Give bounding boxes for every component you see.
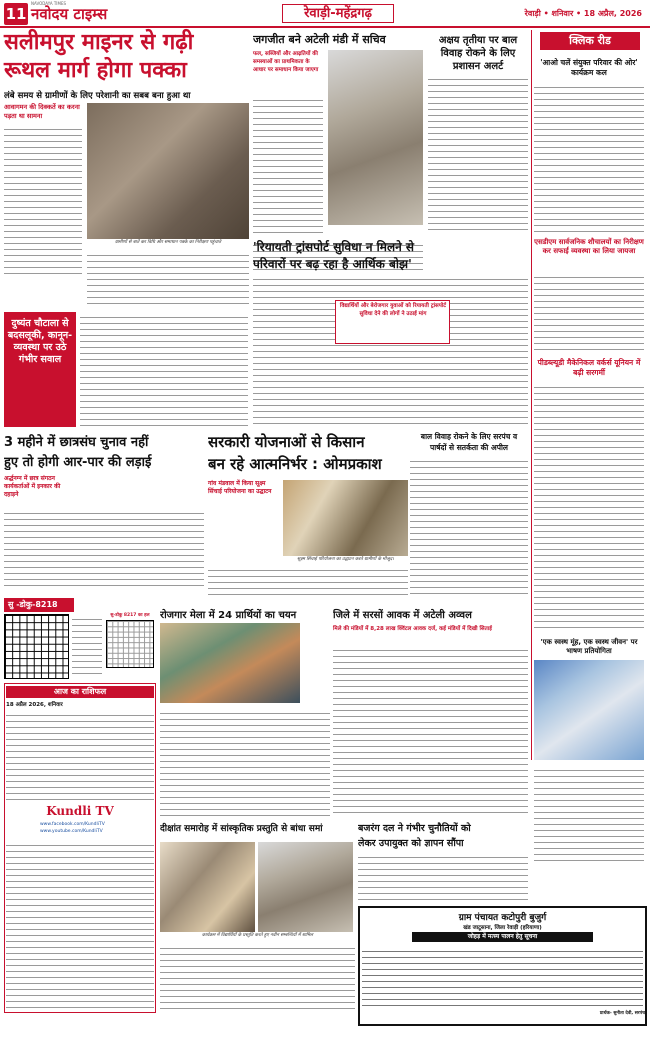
- click-read-item3-title: पीडब्ल्यूडी मैकेनिकल वर्कर्स यूनियन में बढ़ी सरगर्मी: [537, 358, 641, 377]
- rojgar-headline: रोजगार मेला में 24 प्रार्थियों का चयन: [160, 610, 297, 621]
- akshaya-body: [428, 74, 528, 234]
- transport-headline-1: 'रियायती ट्रांसपोर्ट सुविधा न मिलने से: [253, 240, 415, 254]
- click-read-label: क्लिक रीड: [540, 32, 640, 50]
- rashifal-link1[interactable]: www.facebook.com/KundliTV: [40, 822, 105, 827]
- rashifal-brand: Kundli TV: [46, 804, 114, 818]
- lead-body-cols: [87, 250, 249, 305]
- rashifal-body-top: [6, 710, 154, 800]
- mandi-body: [253, 95, 323, 235]
- bajrang-body: [358, 852, 528, 902]
- rashifal-body-bottom: [6, 840, 154, 1010]
- click-read-item3-body: [534, 382, 644, 632]
- sarkari-kicker: गांव मंडवाल में किया सूक्ष्म सिंचाई परियोजना का उद्घाटन: [208, 480, 272, 495]
- sudoku-solution-grid: [106, 620, 154, 668]
- dikshant-photo-1: [160, 842, 255, 932]
- dikshant-headline: दीक्षांत समारोह में सांस्कृतिक प्रस्तुति से बांधा समां: [160, 824, 323, 834]
- click-read-item1-title: 'आओ चलें संयुक्त परिवार की ओर' कार्यक्रम कल: [540, 58, 638, 77]
- transport-body: [253, 274, 528, 426]
- notice-body: [362, 946, 643, 1006]
- lead-photo: [87, 103, 249, 239]
- chhatrasangh-headline-1: 3 महीने में छात्रसंघ चुनाव नहीं: [4, 435, 149, 450]
- transport-pullquote: विद्यार्थियों और बेरोजगार युवाओं को रियायती ट्रांसपोर्ट सुविधा देने की लोगों ने उठाई मांग: [339, 303, 447, 317]
- brand-logo: नवोदय टाइम्स: [31, 5, 108, 23]
- rojgar-body: [160, 708, 330, 816]
- rashifal-title: आज का राशिफल: [6, 686, 154, 698]
- dateline: रेवाड़ी • शनिवार • 18 अप्रैल, 2026: [524, 9, 642, 18]
- notice-subtitle: खंड जाटूसाना, जिला रेवाड़ी (हरियाणा): [463, 925, 542, 931]
- dikshant-caption: कार्यक्रम में विद्यार्थियों के प्रस्तुति करते हुए नवीन सम्बन्धियों में शामिल: [201, 933, 314, 938]
- lead-body-col1: [4, 124, 82, 274]
- mandi-photo: [328, 50, 423, 225]
- lead-kicker: आवागमन की दिक्कतें का करना पड़ता था सामना: [4, 103, 80, 120]
- sudoku-instructions: [72, 614, 102, 679]
- notice-footer: प्रार्थक- सुनीता देवी, सरपंच: [599, 1011, 645, 1016]
- dushyant-headline: दुष्यंत चौटाला से बदसलूकी, कानून-व्यवस्था पर उठे गंभीर सवाल: [7, 318, 73, 365]
- akshaya-headline-2: विवाह रोकने के लिए: [440, 48, 516, 59]
- balvivah-headline-1: बाल विवाह रोकने के लिए सरपंच व: [420, 432, 518, 441]
- chhatrasangh-kicker: अर्द्धनग्न में छात्र संगठन कार्यकर्ताओं में इनकार की दहाड़ने: [4, 475, 61, 498]
- page-number: 11: [5, 5, 27, 23]
- transport-headline-2: परिवारों पर बढ़ रहा है आर्थिक बोझ': [253, 257, 412, 271]
- lead-headline-1: सलीमपुर माइनर से गढ़ी: [4, 30, 194, 55]
- chhatrasangh-body: [4, 508, 204, 590]
- sarso-body: [333, 645, 528, 815]
- rashifal-date: 18 अप्रैल 2026, शनिवार: [6, 702, 63, 708]
- sarso-kicker: मिले की मंडियों में 8,28 लाख क्विंटल आवक दर्ज, कई मंडियों में दिखी सिताई: [333, 626, 492, 632]
- click-read-item4-body: [534, 765, 644, 863]
- mandi-kicker: फल, सब्जियों और आढ़तियों की समस्याओं का प्राथमिकता के आधार पर समाधान किया जाएगा: [253, 51, 319, 73]
- click-read-item2-title: एसडीएम सार्वजनिक शौचालयों का निरीक्षण कर सफाई व्यवस्था का लिया जायजा: [534, 238, 644, 255]
- dushyant-body: [80, 312, 248, 427]
- click-read-item4-title: 'एक स्वस्थ मूंह, एक स्वस्थ जीवन' पर भाषण प्रतियोगिता: [540, 638, 638, 655]
- sudoku-solution-title: सु-डोकु 8217 का हल: [110, 613, 150, 618]
- rashifal-link2[interactable]: www.youtube.com/KundliTV: [40, 829, 103, 834]
- balvivah-headline-2: पार्षदों से सतर्कता की अपील: [429, 443, 509, 452]
- balvivah-body: [410, 456, 528, 596]
- notice-heading: जोहड़ में मत्स्य पालन हेतु सूचना: [412, 932, 593, 942]
- sarkari-headline-1: सरकारी योजनाओं से किसान: [208, 433, 365, 451]
- dikshant-body: [160, 943, 355, 1013]
- click-read-item4-photo: [534, 660, 644, 760]
- section-tag: रेवाड़ी-महेंद्रगढ़: [282, 4, 394, 23]
- akshaya-headline-1: अक्षय तृतीया पर बाल: [438, 35, 518, 46]
- bajrang-headline-2: लेकर उपायुक्त को ज्ञापन सौंपा: [358, 838, 464, 849]
- lead-deck: लंबे समय से ग्रामीणों के लिए परेशानी का सबब बना हुआ था: [4, 91, 191, 101]
- rojgar-photo: [160, 623, 300, 703]
- sudoku-grid: [4, 614, 69, 679]
- lead-photo-caption: ग्रामीणों से बातें कर विधि और समाधान पक्के का निरीक्षण पहुंचाते: [114, 240, 222, 245]
- sudoku-label: सु -डोकु-8218: [4, 598, 74, 612]
- click-read-item2-body: [534, 272, 644, 352]
- notice-title: ग्राम पंचायत कटोपुरी बुजुर्ग: [458, 913, 547, 923]
- sarkari-body: [208, 565, 408, 597]
- dikshant-photo-2: [258, 842, 353, 932]
- sarkari-headline-2: बन रहे आत्मनिर्भर : ओमप्रकाश: [208, 455, 382, 473]
- sarkari-caption: सूक्ष्म सिंचाई परियोजना का उद्घाटन करते ग्रामीणों के मौजूद।: [297, 557, 394, 562]
- lead-headline-2: रूथल मार्ग होगा पक्का: [4, 58, 187, 83]
- chhatrasangh-headline-2: हुए तो होगी आर-पार की लड़ाई: [4, 455, 152, 470]
- sarso-headline: जिले में सरसों आवक में अटेली अव्वल: [333, 610, 472, 621]
- akshaya-headline-3: प्रशासन अलर्ट: [452, 61, 504, 72]
- sarkari-photo: [283, 480, 408, 556]
- bajrang-headline-1: बजरंग दल ने गंभीर चुनौतियों को: [358, 823, 471, 834]
- registration-line: NAVODAYA TIMES: [31, 1, 67, 6]
- mandi-headline: जगजीत बने अटेली मंडी में सचिव: [253, 33, 386, 46]
- click-read-item1-body: [534, 82, 644, 232]
